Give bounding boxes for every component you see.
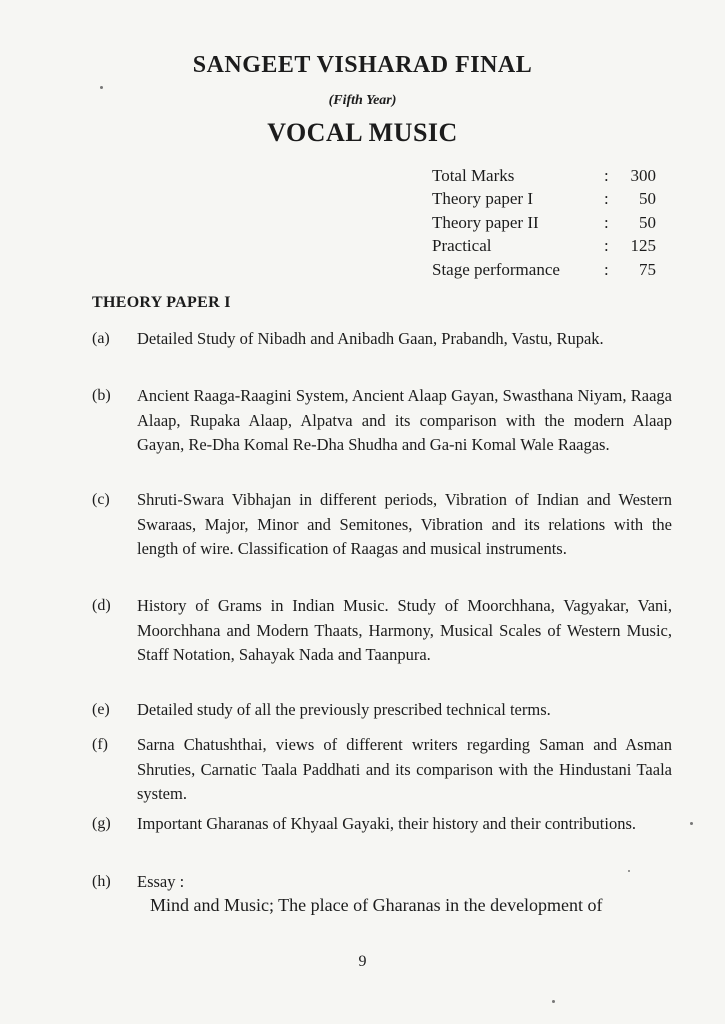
subject-heading: VOCAL MUSIC [267,118,458,147]
marks-table [432,164,672,282]
item-text: Detailed Study of Nibadh and Anibadh Gaan, Prabandh, Vastu, Rupak. [137,329,604,348]
marks-label: Theory paper II [432,212,539,232]
item-text: Important Gharanas of Khyaal Gayaki, their history and their contributions. [137,814,636,833]
scan-speck [690,822,693,825]
marks-value: 50 [639,189,656,209]
item-letter: (d) [92,597,111,614]
marks-separator: : [604,189,609,209]
marks-value: 75 [639,259,656,279]
list-item [92,327,672,352]
marks-row [432,188,672,212]
marks-label: Theory paper I [432,189,534,209]
essay-topics: Mind and Music; The place of Gharanas in the development of [150,895,603,915]
item-letter: (b) [92,387,111,404]
item-text: Shruti-Swara Vibhajan in different periods, Vibration of Indian and Western Swaraas, Major, Minor and Semitones, Vibration and its relations with the length of wire. Classification of Raagas and musical instruments. [137,490,672,558]
list-item [92,698,672,723]
list-item [92,384,672,458]
list-item [92,488,672,562]
marks-value: 125 [630,236,656,256]
scan-speck [552,1000,555,1003]
item-letter: (h) [92,873,111,890]
list-item [92,870,672,895]
marks-row [432,211,672,235]
document-title: SANGEET VISHARAD FINAL [192,52,533,78]
item-text: Essay : [137,872,185,891]
marks-row [432,258,672,282]
marks-label: Stage performance [432,259,560,279]
item-letter: (f) [92,736,108,753]
marks-row [432,235,672,259]
item-letter: (e) [92,701,110,718]
item-text: History of Grams in Indian Music. Study of Moorchhana, Vagyakar, Vani, Moorchhana and Modern Thaats, Harmony, Musical Scales of Western Music, Staff Notation, Sahayak Nada and Taanpura. [137,596,672,664]
marks-label: Practical [432,236,492,256]
marks-value: 300 [630,165,656,185]
item-text: Sarna Chatushthai, views of different writers regarding Saman and Asman Shruties, Carnatic Taala Paddhati and its comparison with the Hindustani Taala system. [137,735,672,803]
marks-row [432,164,672,188]
list-item [92,733,672,807]
list-item [92,594,672,668]
scan-speck [100,86,103,89]
list-item [92,812,672,837]
section-heading: THEORY PAPER I [92,294,231,311]
item-text: Detailed study of all the previously prescribed technical terms. [137,700,551,719]
marks-separator: : [604,165,609,185]
scan-speck [628,870,630,872]
marks-separator: : [604,212,609,232]
page-number: 9 [358,953,367,970]
item-text: Ancient Raaga-Raagini System, Ancient Alaap Gayan, Swasthana Niyam, Raaga Alaap, Rupaka Alaap, Alpatva and its comparison with the modern Alaap Gayan, Re-Dha Komal Re-Dha Shudha and Ga-ni Komal Wale Raagas. [137,386,672,454]
marks-label: Total Marks [432,165,515,185]
item-letter: (a) [92,330,110,347]
marks-separator: : [604,259,609,279]
document-subtitle: (Fifth Year) [328,93,397,108]
marks-value: 50 [639,212,656,232]
marks-separator: : [604,236,609,256]
item-letter: (c) [92,491,110,508]
item-letter: (g) [92,815,111,832]
